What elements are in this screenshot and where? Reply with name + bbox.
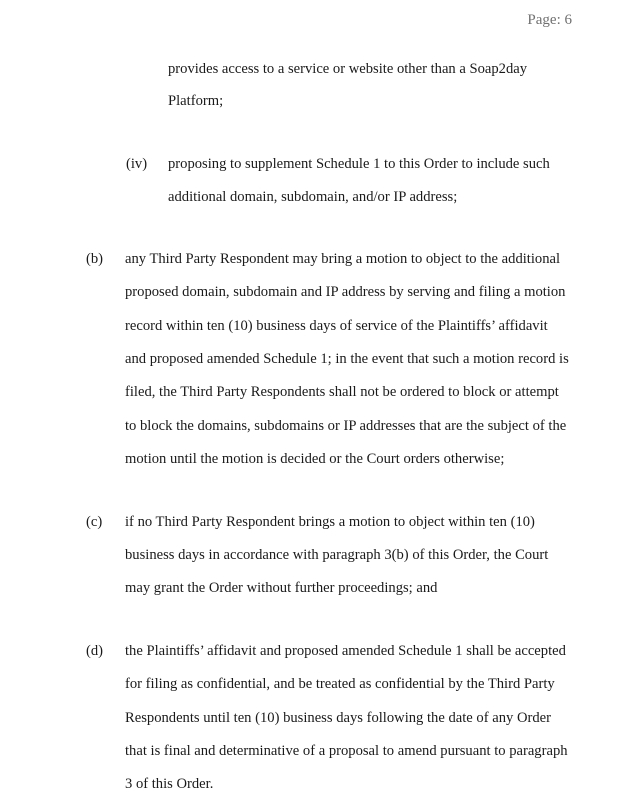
- item-line: to block the domains, subdomains or IP addresses that are the subject of the: [125, 418, 567, 434]
- item-line: if no Third Party Respondent brings a motion to object within ten (10): [125, 514, 535, 530]
- subitem-line: proposing to supplement Schedule 1 to this Order to include such: [168, 156, 550, 172]
- item-line: filed, the Third Party Respondents shall not be ordered to block or attempt: [125, 384, 559, 400]
- item-label: (c): [86, 514, 103, 530]
- item-line: business days in accordance with paragraph 3(b) of this Order, the Court: [125, 547, 549, 563]
- subitem-line: additional domain, subdomain, and/or IP address;: [168, 189, 458, 205]
- subitem-label: (iv): [126, 156, 148, 172]
- item-line: that is final and determinative of a proposal to amend pursuant to paragraph: [125, 743, 568, 759]
- item-line: the Plaintiffs’ affidavit and proposed amended Schedule 1 shall be accepted: [125, 643, 566, 659]
- item-line: proposed domain, subdomain and IP address by serving and filing a motion: [125, 284, 566, 300]
- page-number: Page: 6: [527, 12, 572, 28]
- item-line: for filing as confidential, and be treated as confidential by the Third Party: [125, 676, 555, 692]
- item-line: may grant the Order without further proceedings; and: [125, 580, 438, 596]
- item-line: and proposed amended Schedule 1; in the event that such a motion record is: [125, 351, 569, 367]
- item-label: (b): [86, 251, 104, 267]
- item-line: Respondents until ten (10) business days following the date of any Order: [125, 710, 551, 726]
- item-line: motion until the motion is decided or the Court orders otherwise;: [125, 451, 505, 467]
- item-line: record within ten (10) business days of service of the Plaintiffs’ affidavit: [125, 318, 548, 334]
- continuation-line: Platform;: [168, 93, 224, 109]
- continuation-line: provides access to a service or website other than a Soap2day: [168, 61, 528, 77]
- item-line: any Third Party Respondent may bring a motion to object to the additional: [125, 251, 561, 267]
- item-line: 3 of this Order.: [125, 776, 214, 792]
- item-label: (d): [86, 643, 104, 659]
